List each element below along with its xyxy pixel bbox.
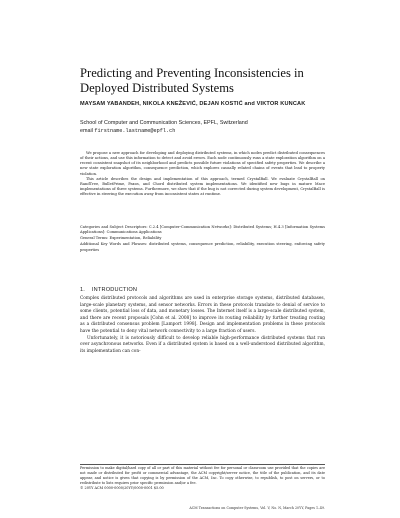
email-address: firstname.lastname@epfl.ch xyxy=(94,128,176,134)
section-number: 1. xyxy=(80,287,86,293)
running-footer: ACM Transactions on Computer Systems, Vol. V, No. N, March 20YY, Pages 1–49. xyxy=(189,506,325,510)
section-body xyxy=(80,296,325,355)
footnote-divider xyxy=(80,464,325,465)
categories xyxy=(80,225,325,235)
body-paragraph: Complex distributed protocols and algorithms are used in enterprise storage systems, distributed databases, large-scale planetary systems, and sensor networks. Errors in these protocols translate to denial of service to some clients, potential loss of data, and monetary losses. The Internet itself is a large-scale distributed system, and there are recent proposals [Cohn et al. 2008] to improve its routing reliability by further treating routing as a distributed consensus problem [Lamport 1998]. Design and implementation problems in these protocols have the potential to deny vital network connectivity to a large fraction of users. xyxy=(80,296,325,334)
paper-title: Predicting and Preventing Inconsistencies in Deployed Distributed Systems xyxy=(80,66,304,95)
author-list: MAYSAM YABANDEH, NIKOLA KNEŽEVIĆ, DEJAN KOSTIĆ and VIKTOR KUNCAK xyxy=(80,101,306,107)
categories-text: C.2.4 [Computer-Communication Networks]: Distributed Systems; H.4.3 [Information Systems Applications]: Communications Applications xyxy=(80,225,325,235)
paper-metadata xyxy=(80,225,325,254)
categories-label: Categories and Subject Descriptors: xyxy=(80,225,148,229)
general-terms: General Terms: Experimentation, Reliability xyxy=(80,236,162,241)
section-title: INTRODUCTION xyxy=(91,287,138,293)
abstract xyxy=(80,151,325,197)
email-label: email xyxy=(80,128,93,134)
permission-notice: Permission to make digital/hard copy of all or part of this material without fee for personal or classroom use provided that the copies are not made or distributed for profit or commercial advantage, the ACM copyright/server notice, the title of the publication, and its date appear, and notice is given that copying is by permission of the ACM, Inc. To copy otherwise, to republish, to post on servers, or to redistribute to lists requires prior specific permission and/or a fee. xyxy=(80,466,325,485)
affiliation: School of Computer and Communication Sciences, EPFL, Switzerland xyxy=(80,120,248,126)
section-heading xyxy=(80,286,325,294)
email-line xyxy=(80,127,325,135)
permission-footnote xyxy=(80,466,325,491)
keywords: Additional Key Words and Phrases: distributed systems, consequence prediction, reliability, execution steering, enforcing safety properties xyxy=(80,242,325,252)
abstract-paragraph: We propose a new approach for developing and deploying distributed systems, in which nodes predict distributed consequences of their actions, and use this information to detect and avoid errors. Each node continuously runs a state exploration algorithm on a recent consistent snapshot of its neighborhood and predicts possible future violations of specified safety properties. We describe a new state exploration algorithm, consequence prediction, which explores causally related chains of events that lead to property violation. xyxy=(80,151,325,176)
copyright-line: © 20YY ACM 0000-0000/20YY/0000-0001 $5.00 xyxy=(80,485,164,490)
body-paragraph: Unfortunately, it is notoriously difficult to develop reliable high-performance distributed systems that run over asynchronous networks. Even if a distributed system is based on a well-understood distributed algorithm, its implementation can con- xyxy=(80,335,325,354)
abstract-paragraph: This article describes the design and implementation of this approach, termed CrystalBall. We evaluate CrystalBall on RandTree, BulletPrime, Paxos, and Chord distributed system implementations. We identified new bugs in mature Mace implementations of three systems. Furthermore, we show that if the bug is not corrected during system development, CrystalBall is effective in steering the execution away from inconsistent states at runtime. xyxy=(80,176,325,197)
